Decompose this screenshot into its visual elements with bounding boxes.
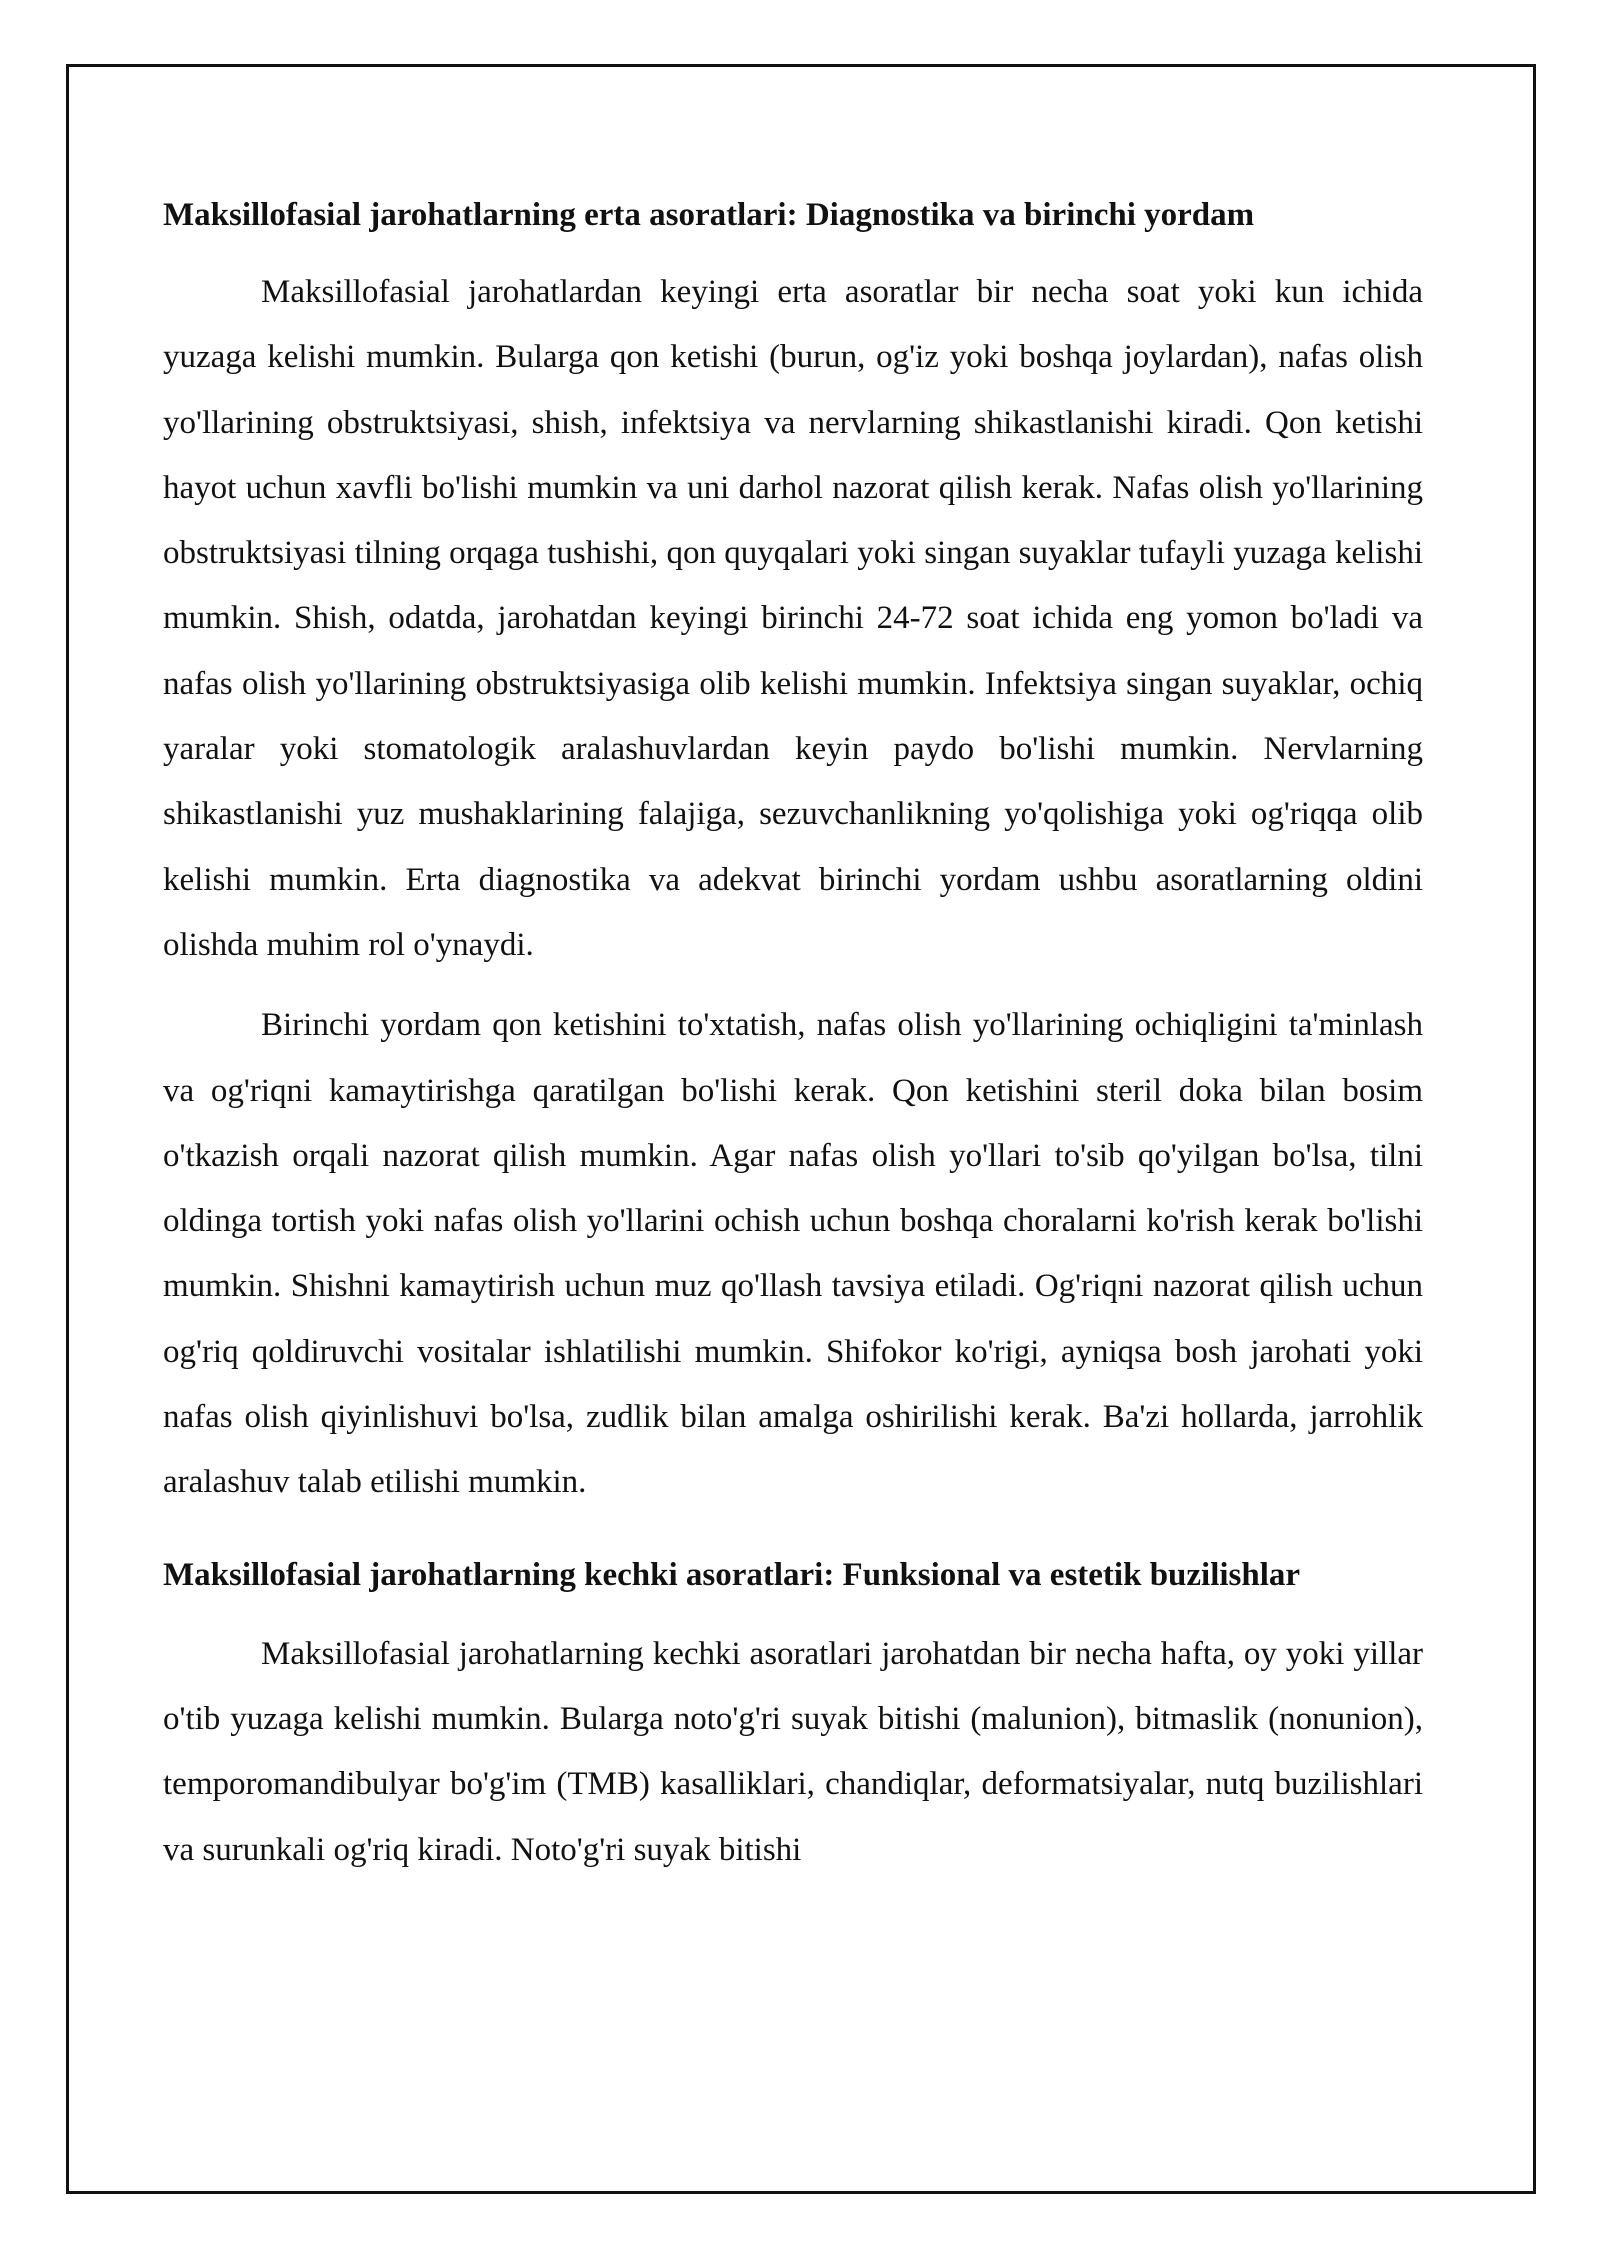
paragraph-first-aid: Birinchi yordam qon ketishini to'xtatish, nafas olish yo'llarining ochiqligini ta'minlash va og'riqni kamaytirishga qaratilgan bo'lishi kerak. Qon ketishini steril doka bilan bosim o'tkazish orqali nazorat qilish mumkin. Agar nafas olish yo'llari to'sib qo'yilgan bo'lsa, tilni oldinga tortish yoki nafas olish yo'llarini ochish uchun boshqa choralarni ko'rish kerak bo'lishi mumkin. Shishni kamaytirish uchun muz qo'llash tavsiya etiladi. Og'riqni nazorat qilish uchun og'riq qoldiruvchi vositalar ishlatilishi mumkin. Shifokor ko'rigi, ayniqsa bosh jarohati yoki nafas olish qiyinlishuvi bo'lsa, zudlik bilan amalga oshirilishi kerak. Ba'zi hollarda, jarrohlik aralashuv talab etilishi mumkin. xyxy=(163,1007,1423,1501)
section-heading-early-complications: Maksillofasial jarohatlarning erta asoratlari: Diagnostika va birinchi yordam xyxy=(163,197,1255,233)
document-body xyxy=(163,190,1423,1898)
section-heading-late-complications: Maksillofasial jarohatlarning kechki asoratlari: Funksional va estetik buzilishlar xyxy=(163,1556,1301,1593)
paragraph-early-complications: Maksillofasial jarohatlardan keyingi erta asoratlar bir necha soat yoki kun ichida yuzaga kelishi mumkin. Bularga qon ketishi (burun, og'iz yoki boshqa joylardan), nafas olish yo'llarining obstruktsiyasi, shish, infektsiya va nervlarning shikastlanishi kiradi. Qon ketishi hayot uchun xavfli bo'lishi mumkin va uni darhol nazorat qilish kerak. Nafas olish yo'llarining obstruktsiyasi tilning orqaga tushishi, qon quyqalari yoki singan suyaklar tufayli yuzaga kelishi mumkin. Shish, odatda, jarohatdan keyingi birinchi 24-72 soat ichida eng yomon bo'ladi va nafas olish yo'llarining obstruktsiyasiga olib kelishi mumkin. Infektsiya singan suyaklar, ochiq yaralar yoki stomatologik aralashuvlardan keyin paydo bo'lishi mumkin. Nervlarning shikastlanishi yuz mushaklarining falajiga, sezuvchanlikning yo'qolishiga yoki og'riqqa olib kelishi mumkin. Erta diagnostika va adekvat birinchi yordam ushbu asoratlarning oldini olishda muhim rol o'ynaydi. xyxy=(163,274,1423,963)
paragraph-late-complications: Maksillofasial jarohatlarning kechki asoratlari jarohatdan bir necha hafta, oy yoki yillar o'tib yuzaga kelishi mumkin. Bularga noto'g'ri suyak bitishi (malunion), bitmaslik (nonunion), temporomandibulyar bo'g'im (TMB) kasalliklari, chandiqlar, deformatsiyalar, nutq buzilishlari va surunkali og'riq kiradi. Noto'g'ri suyak bitishi xyxy=(163,1635,1423,1868)
